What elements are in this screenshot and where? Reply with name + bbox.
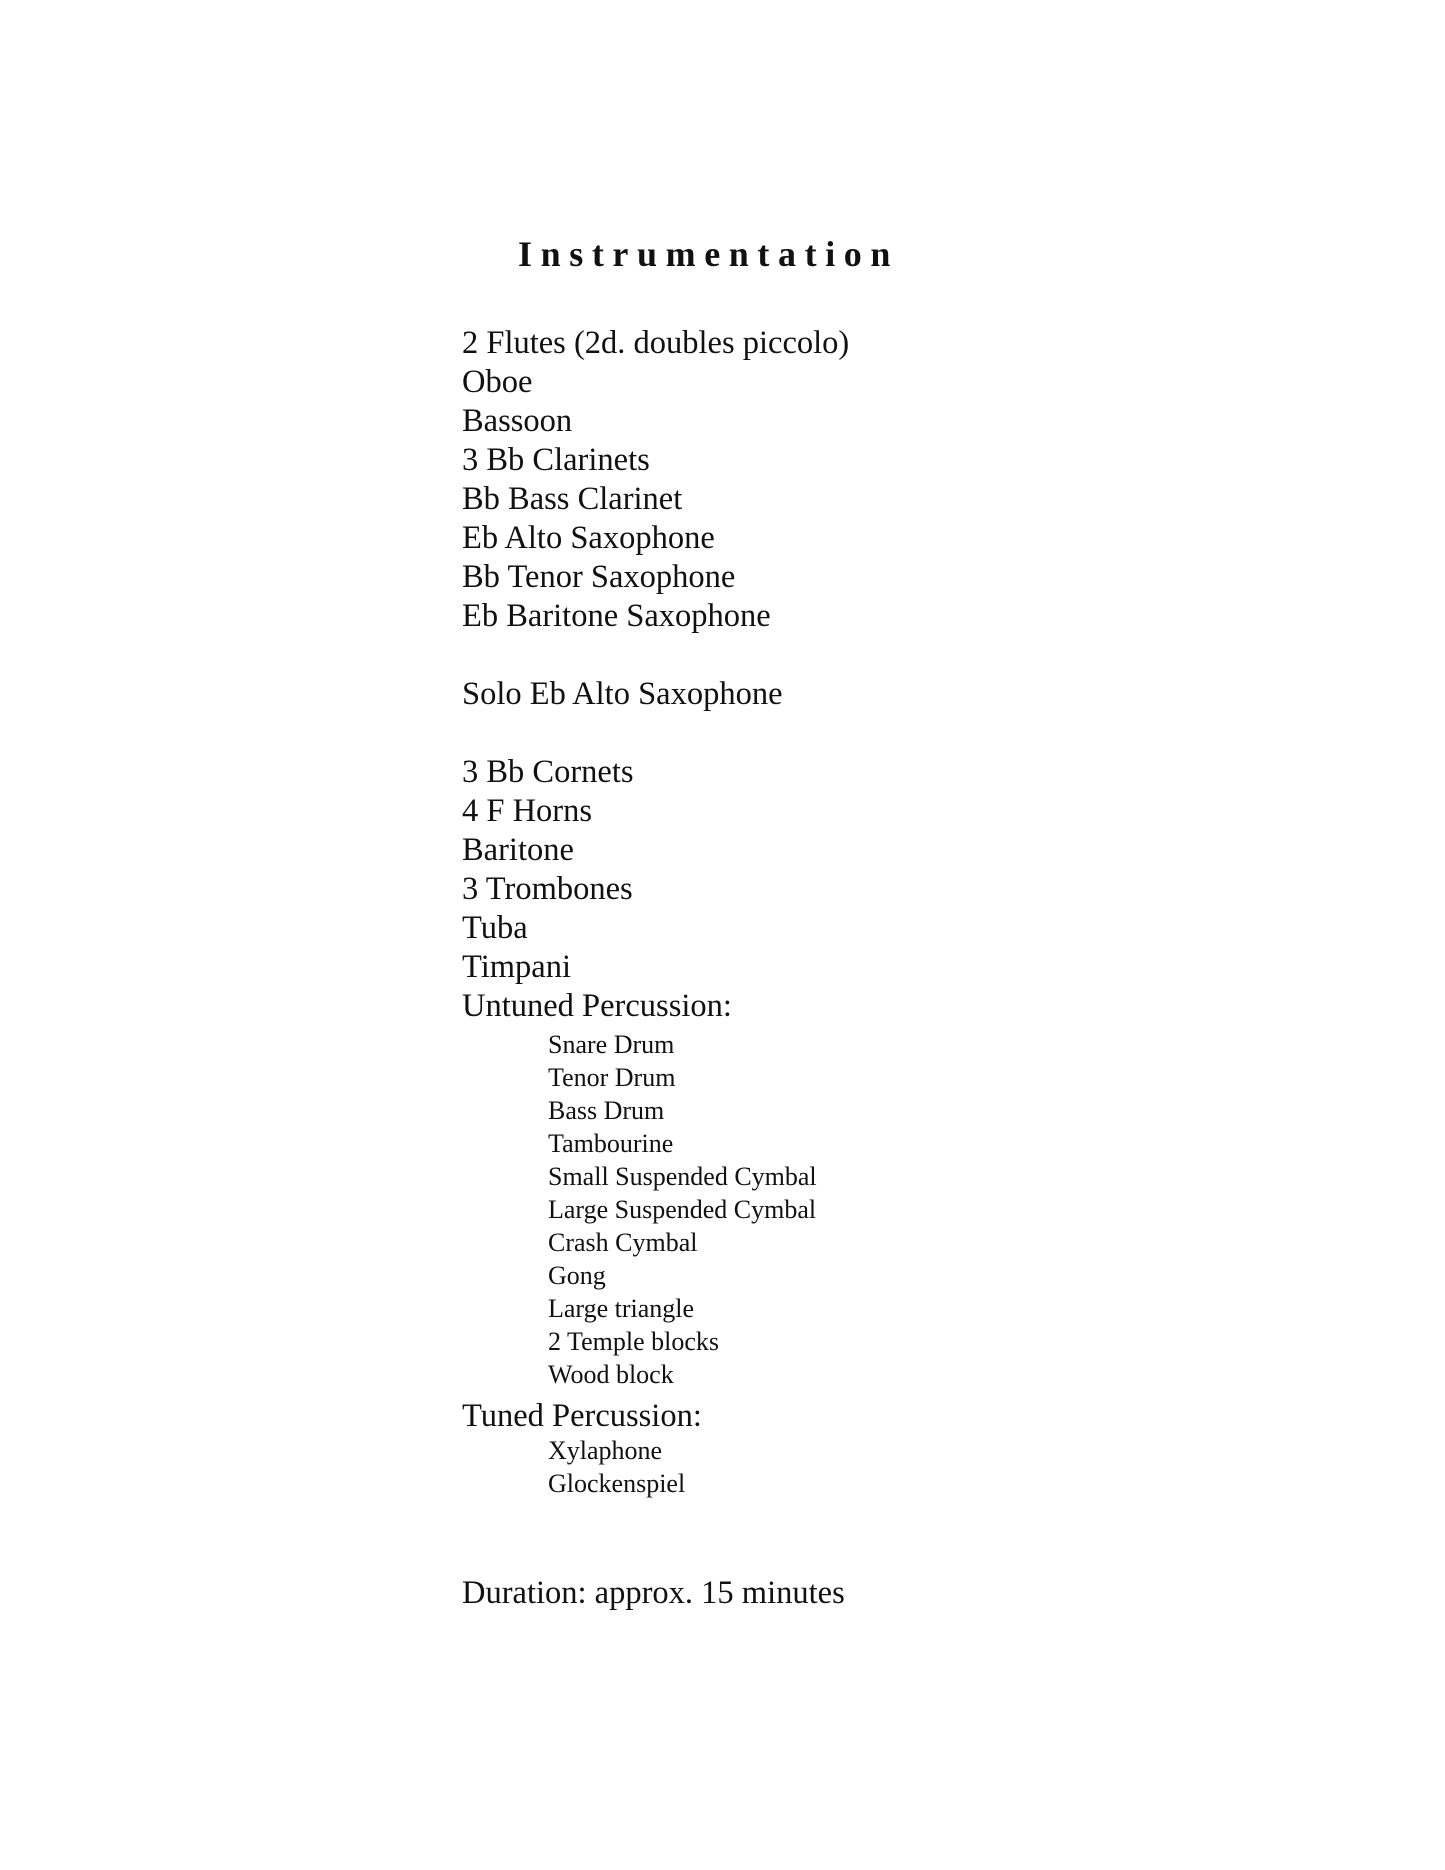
list-item: Large Suspended Cymbal bbox=[548, 1195, 817, 1224]
list-item: Tenor Drum bbox=[548, 1063, 676, 1092]
page-title: Instrumentation bbox=[518, 234, 900, 274]
list-item: Oboe bbox=[462, 364, 533, 400]
list-item: 3 Trombones bbox=[462, 871, 633, 907]
list-item: Bassoon bbox=[462, 403, 573, 439]
list-item: Crash Cymbal bbox=[548, 1228, 698, 1257]
list-item: 2 Flutes (2d. doubles piccolo) bbox=[462, 325, 850, 361]
list-item: Tambourine bbox=[548, 1129, 674, 1158]
list-item: Eb Alto Saxophone bbox=[462, 520, 715, 556]
list-item: Wood block bbox=[548, 1360, 674, 1389]
tuned-percussion-heading: Tuned Percussion: bbox=[462, 1398, 702, 1434]
list-item: Timpani bbox=[462, 949, 571, 985]
list-item: Xylaphone bbox=[548, 1436, 663, 1465]
list-item: Baritone bbox=[462, 832, 574, 868]
list-item: Tuba bbox=[462, 910, 528, 946]
list-item: Small Suspended Cymbal bbox=[548, 1162, 817, 1191]
untuned-percussion-heading: Untuned Percussion: bbox=[462, 988, 732, 1024]
list-item: 3 Bb Clarinets bbox=[462, 442, 650, 478]
list-item: Gong bbox=[548, 1261, 606, 1290]
soloist-line: Solo Eb Alto Saxophone bbox=[462, 676, 783, 712]
list-item: Bb Tenor Saxophone bbox=[462, 559, 736, 595]
list-item: Bass Drum bbox=[548, 1096, 665, 1125]
list-item: 4 F Horns bbox=[462, 793, 593, 829]
duration-line: Duration: approx. 15 minutes bbox=[462, 1575, 845, 1611]
list-item: 3 Bb Cornets bbox=[462, 754, 634, 790]
list-item: 2 Temple blocks bbox=[548, 1327, 720, 1356]
list-item: Bb Bass Clarinet bbox=[462, 481, 683, 517]
list-item: Glockenspiel bbox=[548, 1469, 686, 1498]
list-item: Large triangle bbox=[548, 1294, 695, 1323]
list-item: Eb Baritone Saxophone bbox=[462, 598, 771, 634]
list-item: Snare Drum bbox=[548, 1030, 675, 1059]
